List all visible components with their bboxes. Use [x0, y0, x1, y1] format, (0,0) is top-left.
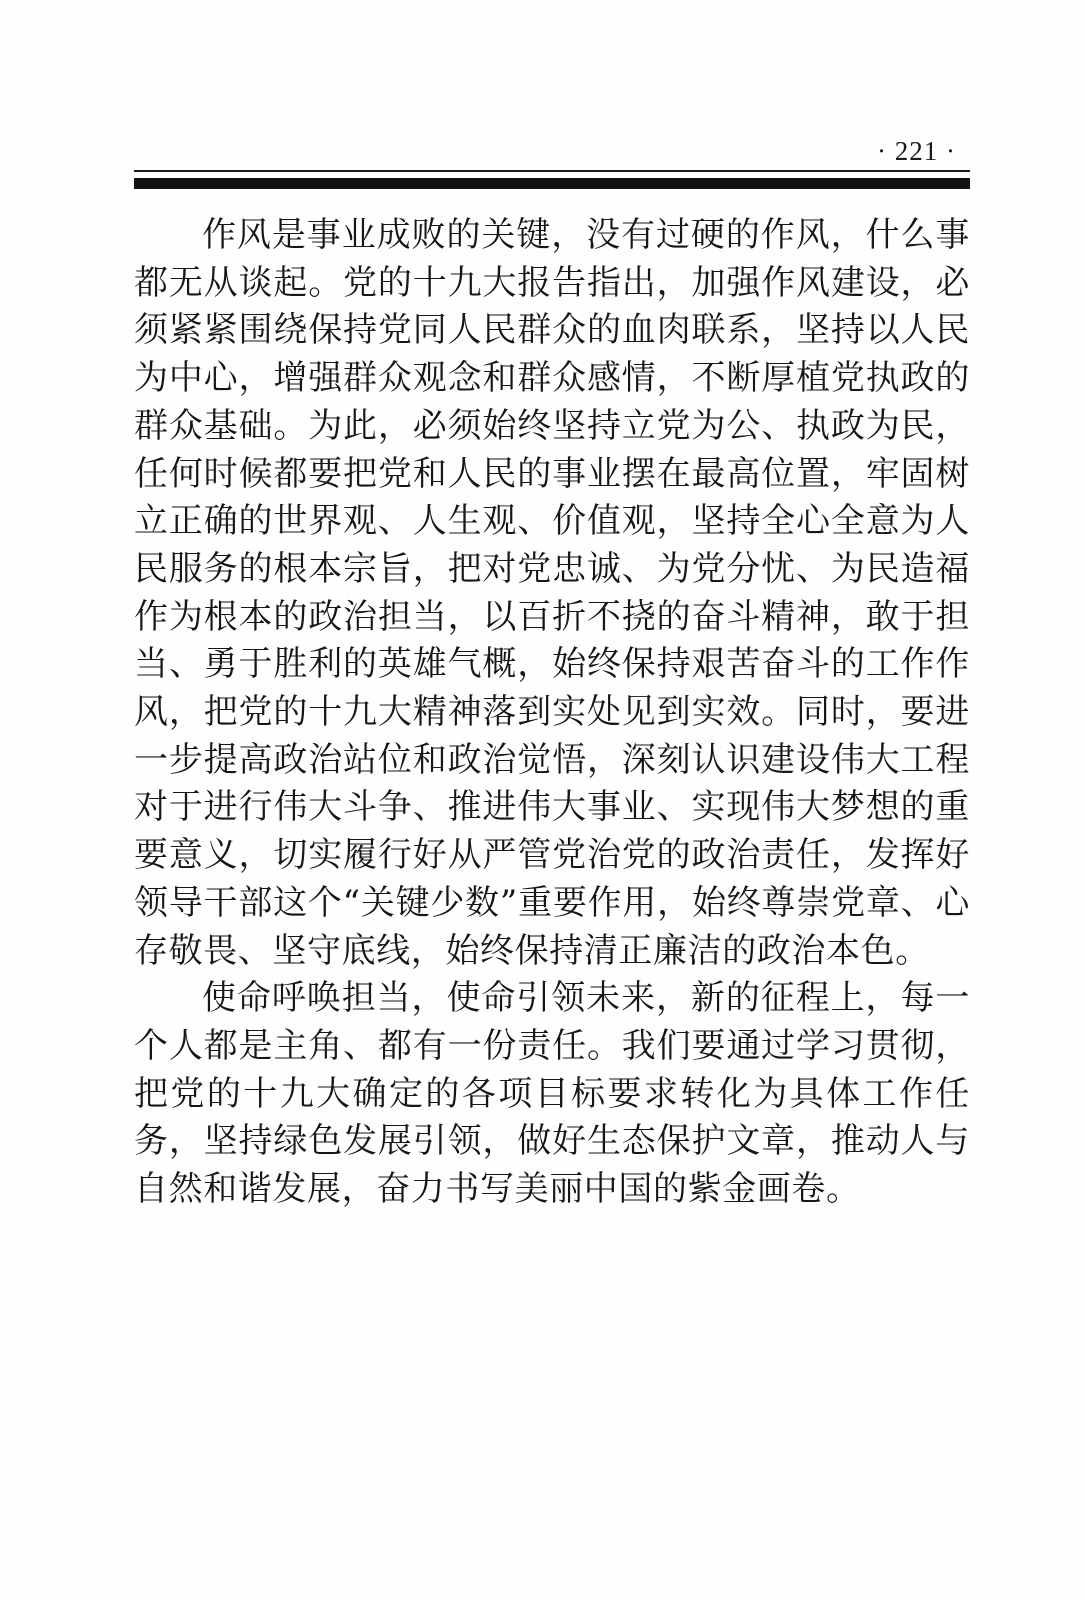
- paragraph-1: 作风是事业成败的关键，没有过硬的作风，什么事都无从谈起。党的十九大报告指出，加强作风建设，必须紧紧围绕保持党同人民群众的血肉联系，坚持以人民为中心，增强群众观念和群众感情，不断厚植党执政的群众基础。为此，必须始终坚持立党为公、执政为民，任何时候都要把党和人民的事业摆在最高位置，牢固树立正确的世界观、人生观、价值观，坚持全心全意为人民服务的根本宗旨，把对党忠诚、为党分忧、为民造福作为根本的政治担当，以百折不挠的奋斗精神，敢于担当、勇于胜利的英雄气概，始终保持艰苦奋斗的工作作风，把党的十九大精神落到实处见到实效。同时，要进一步提高政治站位和政治觉悟，深刻认识建设伟大工程对于进行伟大斗争、推进伟大事业、实现伟大梦想的重要意义，切实履行好从严管党治党的政治责任，发挥好领导干部这个“关键少数”重要作用，始终尊崇党章、心存敬畏、坚守底线，始终保持清正廉洁的政治本色。: [134, 215, 970, 971]
- body-text: [134, 212, 970, 1214]
- page-number: · 221 ·: [877, 136, 956, 166]
- header-rule-thick: [134, 178, 970, 189]
- page-header: [134, 136, 970, 196]
- header-rule-thin: [134, 170, 970, 172]
- paragraph-2: 使命呼唤担当，使命引领未来，新的征程上，每一个人都是主角、都有一份责任。我们要通过学习贯彻，把党的十九大确定的各项目标要求转化为具体工作任务，坚持绿色发展引领，做好生态保护文章，推动人与自然和谐发展，奋力书写美丽中国的紫金画卷。: [134, 978, 970, 1210]
